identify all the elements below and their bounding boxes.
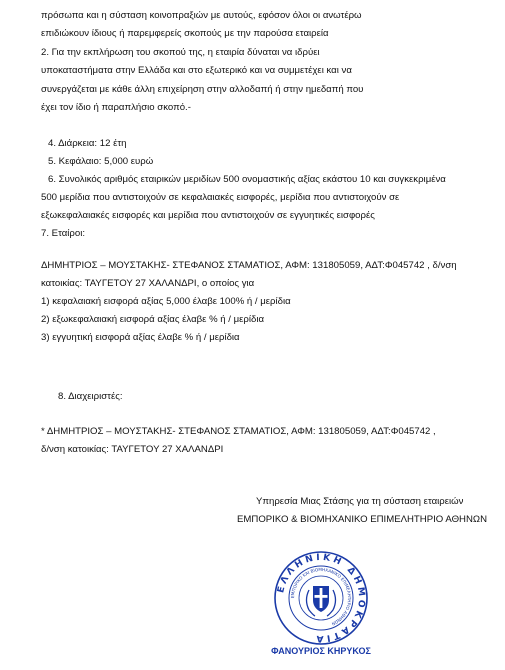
seal-outer-lettering: ΕΛΛΗΝΙΚΗ ΔΗΜΟΚΡΑΤΙΑ <box>276 552 367 644</box>
paragraph-line: συνεργάζεται με κάθε άλλη επιχείρηση στην αλλοδαπή ή στην ημεδαπή που <box>41 84 364 95</box>
paragraph-line: επιδιώκουν ίδιους ή παρεμφερείς σκοπούς με την παρούσα εταιρεία <box>41 28 329 39</box>
paragraph-line: 2. Για την εκπλήρωση του σκοπού της, η εταιρία δύναται να ιδρύει <box>41 47 320 58</box>
contribution-guarantee: 3) εγγυητική εισφορά αξίας έλαβε % ή / μερίδια <box>41 332 240 343</box>
managers-heading: 8. Διαχειριστές: <box>58 391 123 402</box>
shares-item-line: 500 μερίδια που αντιστοιχούν σε κεφαλαιακές εισφορές, μερίδια που αντιστοιχούν σε <box>41 192 400 203</box>
paragraph-line: πρόσωπα και η σύσταση κοινοπραξιών με αυτούς, εφόσον όλοι οι ανωτέρω <box>41 10 362 21</box>
contribution-capital: 1) κεφαλαιακή εισφορά αξίας 5,000 έλαβε 100% ή / μερίδια <box>41 296 291 307</box>
seal-inner-lettering: ΕΜΠΟΡΙΚΟ ΚΑΙ ΒΙΟΜΗΧΑΝΙΚΟ ΕΠΙΜΕΛΗΤΗΡΙΟ ΑΘΗΝΩΝ <box>289 566 353 627</box>
signer-name: ΦΑΝΟΥΡΙΟΣ ΚΗΡΥΚΟΣ <box>271 646 371 656</box>
seal-graphic <box>273 550 369 646</box>
official-seal <box>273 550 369 646</box>
contribution-noncapital: 2) εξωκεφαλαιακή εισφορά αξίας έλαβε % ή / μερίδια <box>41 314 265 325</box>
shares-item-line: εξωκεφαλαιακές εισφορές και μερίδια που αντιστοιχούν σε εγγυητικές εισφορές <box>41 210 375 221</box>
chamber-label: ΕΜΠΟΡΙΚΟ & ΒΙΟΜΗΧΑΝΙΚΟ ΕΠΙΜΕΛΗΤΗΡΙΟ ΑΘΗΝΩΝ <box>237 514 487 525</box>
paragraph-line: έχει τον ίδιο ή παραπλήσιο σκοπό.- <box>41 102 191 113</box>
coat-of-arms-icon <box>307 586 336 616</box>
shares-item: 6. Συνολικός αριθμός εταιρικών μεριδίων 500 ονομαστικής αξίας εκάστου 10 και συγκεκριμένα <box>48 174 446 185</box>
duration-item: 4. Διάρκεια: 12 έτη <box>48 138 127 149</box>
paragraph-line: υποκαταστήματα στην Ελλάδα και στο εξωτερικό και να συμμετέχει και να <box>41 65 352 76</box>
service-label: Υπηρεσία Μιας Στάσης για τη σύσταση εταιρειών <box>256 496 464 507</box>
partner-details: κατοικίας: ΤΑΥΓΕΤΟΥ 27 ΧΑΛΑΝΔΡΙ, ο οποίος για <box>41 278 255 289</box>
partners-heading: 7. Εταίροι: <box>41 228 85 239</box>
manager-details: * ΔΗΜΗΤΡΙΟΣ – ΜΟΥΣΤΑΚΗΣ- ΣΤΕΦΑΝΟΣ ΣΤΑΜΑΤΙΟΣ, ΑΦΜ: 131805059, ΑΔΤ:Φ045742 , <box>41 426 436 437</box>
manager-details: δ/νση κατοικίας: ΤΑΥΓΕΤΟΥ 27 ΧΑΛΑΝΔΡΙ <box>41 444 224 455</box>
capital-item: 5. Κεφάλαιο: 5,000 ευρώ <box>48 156 154 167</box>
partner-details: ΔΗΜΗΤΡΙΟΣ – ΜΟΥΣΤΑΚΗΣ- ΣΤΕΦΑΝΟΣ ΣΤΑΜΑΤΙΟΣ, ΑΦΜ: 131805059, ΑΔΤ:Φ045742 , δ/νση <box>41 260 457 271</box>
